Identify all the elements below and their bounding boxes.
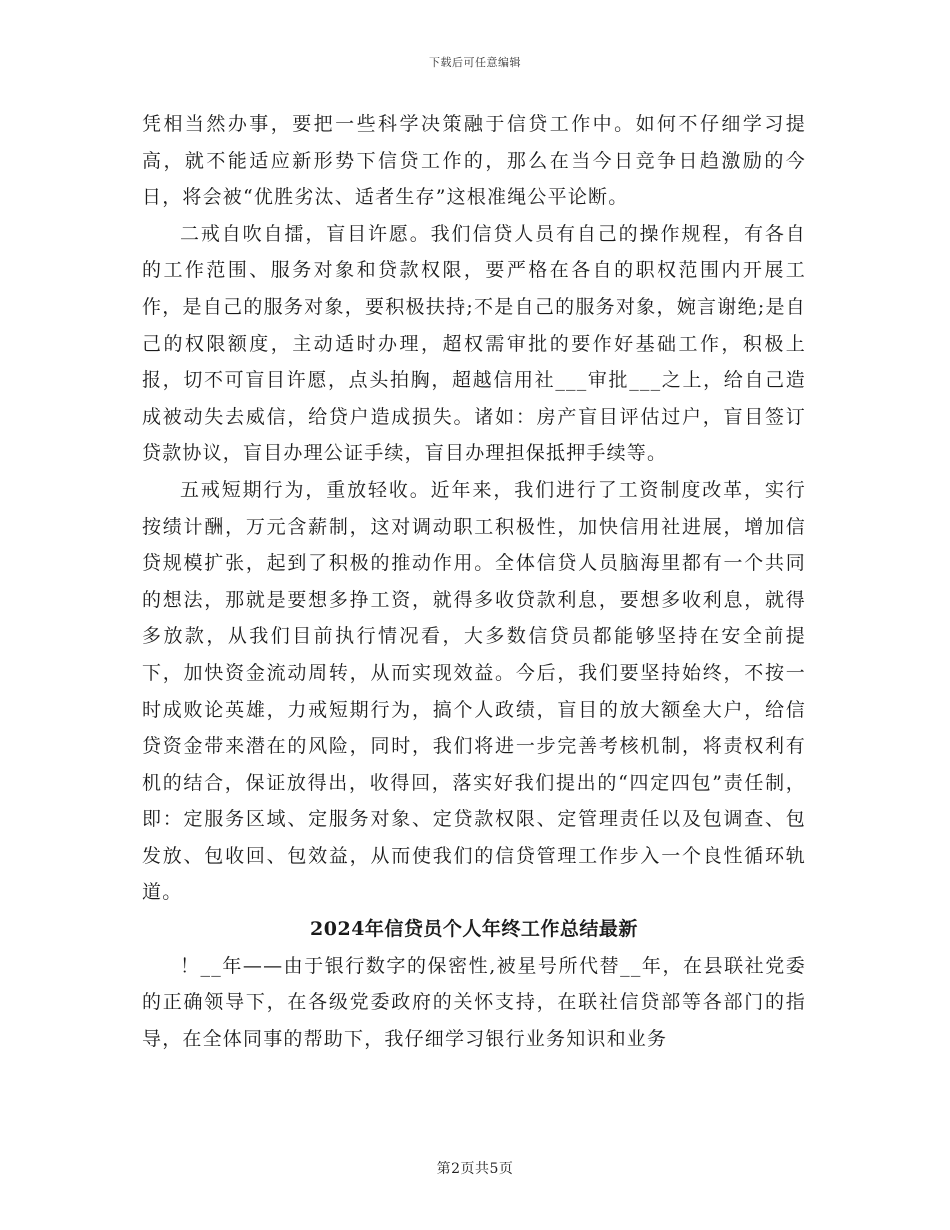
page-number: 第2页共5页 [436, 1161, 514, 1177]
paragraph-second-rule: 二戒自吹自擂，盲目许愿。我们信贷人员有自己的操作规程，有各自的工作范围、服务对象和贷款权限，要严格在各自的职权范围内开展工作，是自己的服务对象，要积极扶持;不是自己的服务对象，婉言谢绝;是自己的权限额度，主动适时办理，超权需审批的要作好基础工作，积极上报，切不可盲目许愿，点头拍胸，超越信用社___审批___之上，给自己造成被动失去威信，给贷户造成损失。诸如：房产盲目评估过户，盲目签订贷款协议，盲目办理公证手续，盲目办理担保抵押手续等。 [142, 222, 806, 465]
paragraph-summary-intro: ！__年——由于银行数字的保密性,被星号所代替__年，在县联社党委的正确领导下，在各级党委政府的关怀支持，在联社信贷部等各部门的指导，在全体同事的帮助下，我仔细学习银行业务知识和业务 [142, 954, 806, 1050]
section-title: 2024年信贷员个人年终工作总结最新 [310, 918, 638, 941]
paragraph-continuation: 凭相当然办事，要把一些科学决策融于信贷工作中。如何不仔细学习提高，就不能适应新形势下信贷工作的，那么在当今日竞争日趋激励的今日，将会被“优胜劣汰、适者生存”这根准绳公平论断。 [142, 113, 806, 209]
document-body [142, 106, 806, 1057]
paragraph-fifth-rule: 五戒短期行为，重放轻收。近年来，我们进行了工资制度改革，实行按绩计酬，万元含薪制，这对调动职工积极性，加快信用社进展，增加信贷规模扩张，起到了积极的推动作用。全体信贷人员脑海里都有一个共同的想法，那就是要想多挣工资，就得多收贷款利息，要想多收利息，就得多放款，从我们目前执行情况看，大多数信贷员都能够坚持在安全前提下，加快资金流动周转，从而实现效益。今后，我们要坚持始终，不按一时成败论英雄，力戒短期行为，搞个人政绩，盲目的放大额垒大户，给信贷资金带来潜在的风险，同时，我们将进一步完善考核机制，将责权利有机的结合，保证放得出，收得回，落实好我们提出的“四定四包”责任制，即：定服务区域、定服务对象、定贷款权限、定管理责任以及包调查、包发放、包收回、包效益，从而使我们的信贷管理工作步入一个良性循环轨道。 [142, 478, 806, 904]
page-header-note: 下载后可任意编辑 [429, 56, 521, 69]
